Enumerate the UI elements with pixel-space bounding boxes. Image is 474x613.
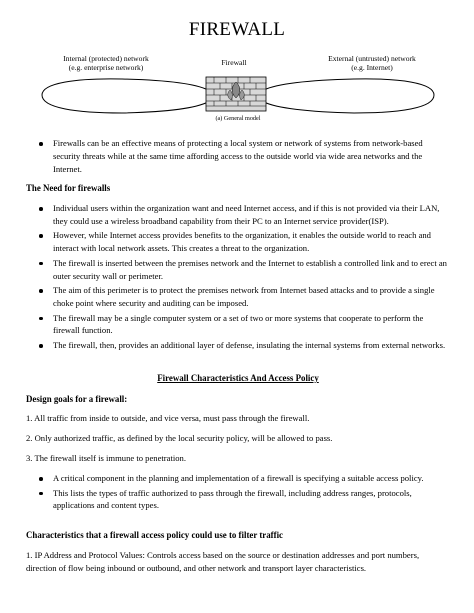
bullet-icon (39, 289, 43, 293)
list-item (26, 339, 450, 352)
bullet-icon (39, 142, 43, 146)
filter-section (26, 529, 450, 542)
page-title: FIREWALL (188, 19, 286, 40)
characteristics-section (26, 372, 450, 385)
external-network-shape (264, 79, 434, 113)
bullet-icon (39, 207, 43, 211)
list-item (26, 312, 450, 338)
intro-section (26, 137, 450, 177)
design-goal-1 (26, 412, 450, 425)
diagram-left-label-line1: Internal (protected) network (63, 54, 149, 63)
diagram-caption: (a) General model (215, 115, 261, 122)
section-heading-filter: Characteristics that a firewall access policy could use to filter traffic (26, 530, 283, 540)
section-heading-need: The Need for firewalls (26, 183, 111, 193)
list-item-text: A critical component in the planning and implementation of a firewall is specifying a suitable access policy. (53, 473, 424, 483)
section-heading-characteristics: Firewall Characteristics And Access Policy (157, 373, 319, 383)
filter-item-1 (26, 549, 450, 575)
list-item-text: Firewalls can be an effective means of protecting a local system or network of systems from network-based security threats while at the same time affording access to the outside world via wide area networks and the Internet. (53, 138, 423, 174)
design-section (26, 393, 450, 406)
bullet-icon (39, 317, 43, 321)
design-goal-3 (26, 452, 450, 465)
list-item-text: The firewall, then, provides an additional layer of defense, insulating the internal systems from external networks. (53, 339, 446, 350)
design-goal-text: 2. Only authorized traffic, as defined by the local security policy, will be allowed to pass. (26, 433, 333, 443)
firewall-wall-icon (206, 77, 266, 111)
design-goal-text: 3. The firewall itself is immune to penetration. (26, 453, 186, 463)
bullet-icon (39, 234, 43, 238)
need-section (26, 182, 450, 353)
list-item (26, 487, 450, 513)
diagram-right-label-line1: External (untrusted) network (328, 54, 416, 63)
bullet-icon (39, 477, 43, 481)
diagram-right-label-line2: (e.g. Internet) (351, 63, 393, 72)
list-item (26, 202, 450, 228)
list-item-text: This lists the types of traffic authorized to pass through the firewall, including address ranges, protocols, applications and content types. (53, 487, 412, 511)
bullet-icon (39, 492, 43, 496)
policy-section (26, 472, 450, 514)
filter-item-text: 1. IP Address and Protocol Values: Controls access based on the source or destination addresses and port numbers, direction of flow being inbound or outbound, and other network and transport layer characteristics. (26, 550, 420, 573)
bullet-icon (39, 262, 43, 266)
internal-network-shape (42, 79, 208, 113)
design-goal-text: 1. All traffic from inside to outside, and vice versa, must pass through the firewall. (26, 413, 310, 423)
list-item (26, 284, 450, 310)
list-item-text: Individual users within the organization want and need Internet access, and if this is not provided via their LAN, they could use a wireless broadband capability from their PC to an Internet service provider(ISP). (53, 202, 440, 226)
list-item (26, 137, 450, 176)
section-heading-design-goals: Design goals for a firewall: (26, 394, 128, 404)
design-goal-2 (26, 432, 450, 445)
need-bullet-list (26, 202, 450, 352)
diagram-center-label: Firewall (221, 58, 247, 67)
diagram-left-label-line2: (e.g. enterprise network) (68, 63, 144, 72)
list-item-text: The firewall may be a single computer system or a set of two or more systems that cooperate to perform the firewall function. (53, 312, 424, 336)
bullet-icon (39, 344, 43, 348)
list-item (26, 229, 450, 255)
firewall-diagram (36, 52, 440, 124)
list-item-text: The firewall is inserted between the premises network and the Internet to establish a controlled link and to erect an outer security wall or perimeter. (53, 257, 447, 281)
list-item (26, 257, 450, 283)
list-item-text: However, while Internet access provides benefits to the organization, it enables the outside world to reach and interact with local network assets. This creates a threat to the organization. (53, 230, 431, 254)
policy-bullet-list (26, 472, 450, 512)
list-item (26, 472, 450, 485)
list-item-text: The aim of this perimeter is to protect the premises network from Internet based attacks and to provide a single choke point where security and auditing can be imposed. (53, 285, 435, 309)
intro-bullet-list (26, 137, 450, 176)
